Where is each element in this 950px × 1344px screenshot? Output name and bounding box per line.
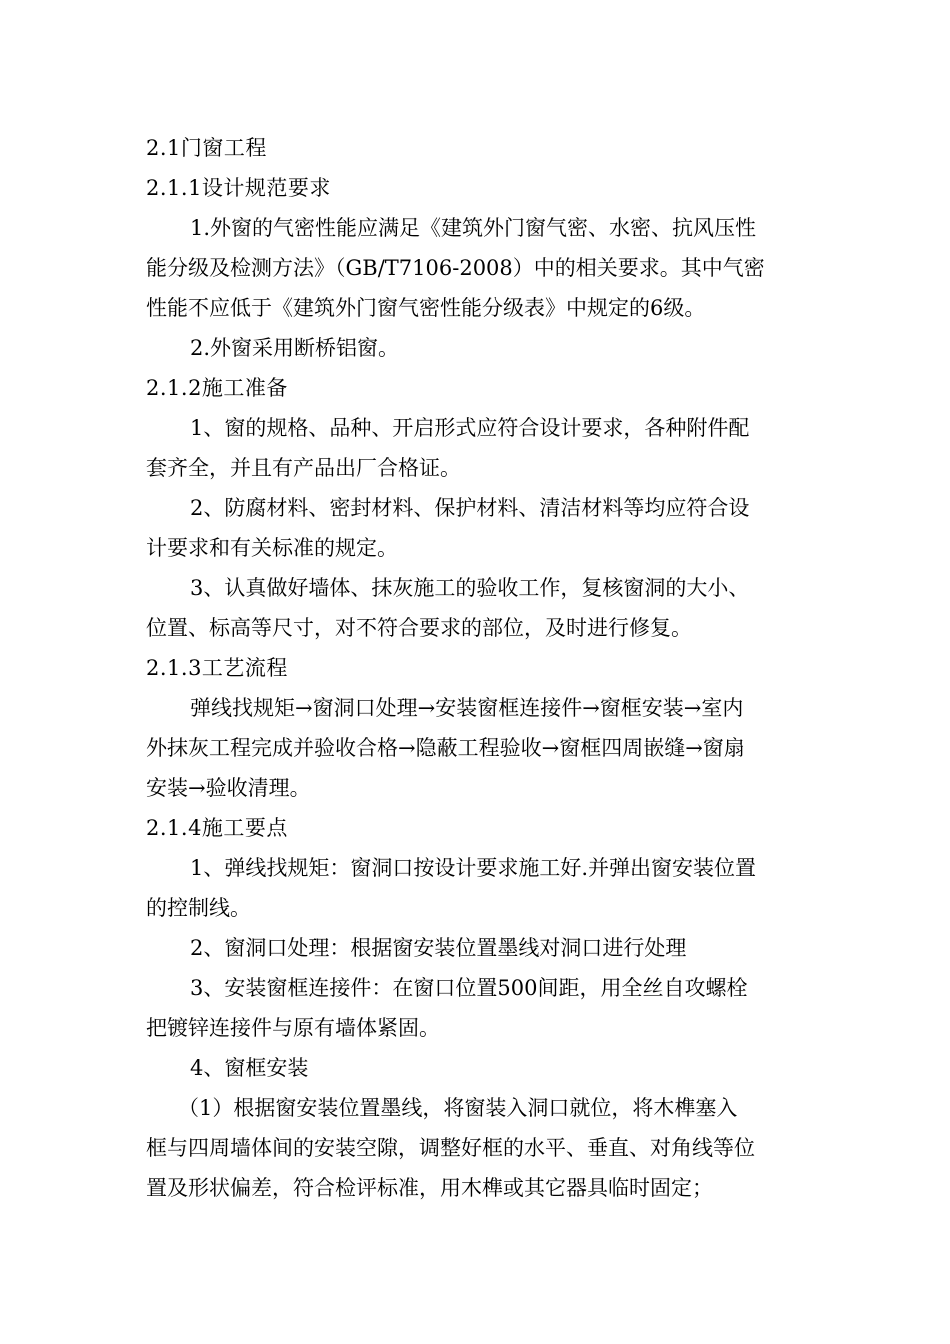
- paragraph-line: 套齐全，并且有产品出厂合格证。: [146, 456, 461, 480]
- paragraph-line: 1、窗的规格、品种、开启形式应符合设计要求，各种附件配: [190, 416, 750, 440]
- paragraph-line: 置及形状偏差，符合检评标准，用木榫或其它器具临时固定；: [146, 1176, 713, 1200]
- paragraph-line: 能分级及检测方法》（GB/T7106-2008）中的相关要求。其中气密: [146, 256, 765, 280]
- paragraph-line: 1、弹线找规矩：窗洞口按设计要求施工好.并弹出窗安装位置: [190, 856, 757, 880]
- document-page: [146, 128, 802, 1208]
- paragraph-line: 性能不应低于《建筑外门窗气密性能分级表》中规定的6级。: [146, 296, 706, 320]
- paragraph-line: 位置、标高等尺寸，对不符合要求的部位，及时进行修复。: [146, 616, 692, 640]
- paragraph-line: 2、防腐材料、密封材料、保护材料、清洁材料等均应符合设: [190, 496, 750, 520]
- subsection-heading: 2.1.2施工准备: [146, 376, 288, 400]
- paragraph-line: 的控制线。: [146, 896, 251, 920]
- paragraph-line: 1.外窗的气密性能应满足《建筑外门窗气密、水密、抗风压性: [190, 216, 757, 240]
- section-heading: 2.1门窗工程: [146, 136, 267, 160]
- paragraph-line: 框与四周墙体间的安装空隙，调整好框的水平、垂直、对角线等位: [146, 1136, 755, 1160]
- paragraph-line: 3、认真做好墙体、抹灰施工的验收工作，复核窗洞的大小、: [190, 576, 750, 600]
- paragraph-line: （1）根据窗安装位置墨线，将窗装入洞口就位，将木榫塞入: [178, 1096, 738, 1120]
- paragraph-line: 2、窗洞口处理：根据窗安装位置墨线对洞口进行处理: [190, 936, 687, 960]
- paragraph-line: 4、窗框安装: [190, 1056, 309, 1080]
- subsection-heading: 2.1.1设计规范要求: [146, 176, 331, 200]
- paragraph-line: 弹线找规矩→窗洞口处理→安装窗框连接件→窗框安装→室内: [190, 696, 744, 720]
- paragraph-line: 计要求和有关标准的规定。: [146, 536, 398, 560]
- paragraph-line: 安装→验收清理。: [146, 776, 311, 800]
- paragraph-line: 3、安装窗框连接件：在窗口位置500间距，用全丝自攻螺栓: [190, 976, 748, 1000]
- paragraph-line: 外抹灰工程完成并验收合格→隐蔽工程验收→窗框四周嵌缝→窗扇: [146, 736, 745, 760]
- subsection-heading: 2.1.4施工要点: [146, 816, 288, 840]
- paragraph-line: 2.外窗采用断桥铝窗。: [190, 336, 400, 360]
- paragraph-line: 把镀锌连接件与原有墙体紧固。: [146, 1016, 440, 1040]
- subsection-heading: 2.1.3工艺流程: [146, 656, 288, 680]
